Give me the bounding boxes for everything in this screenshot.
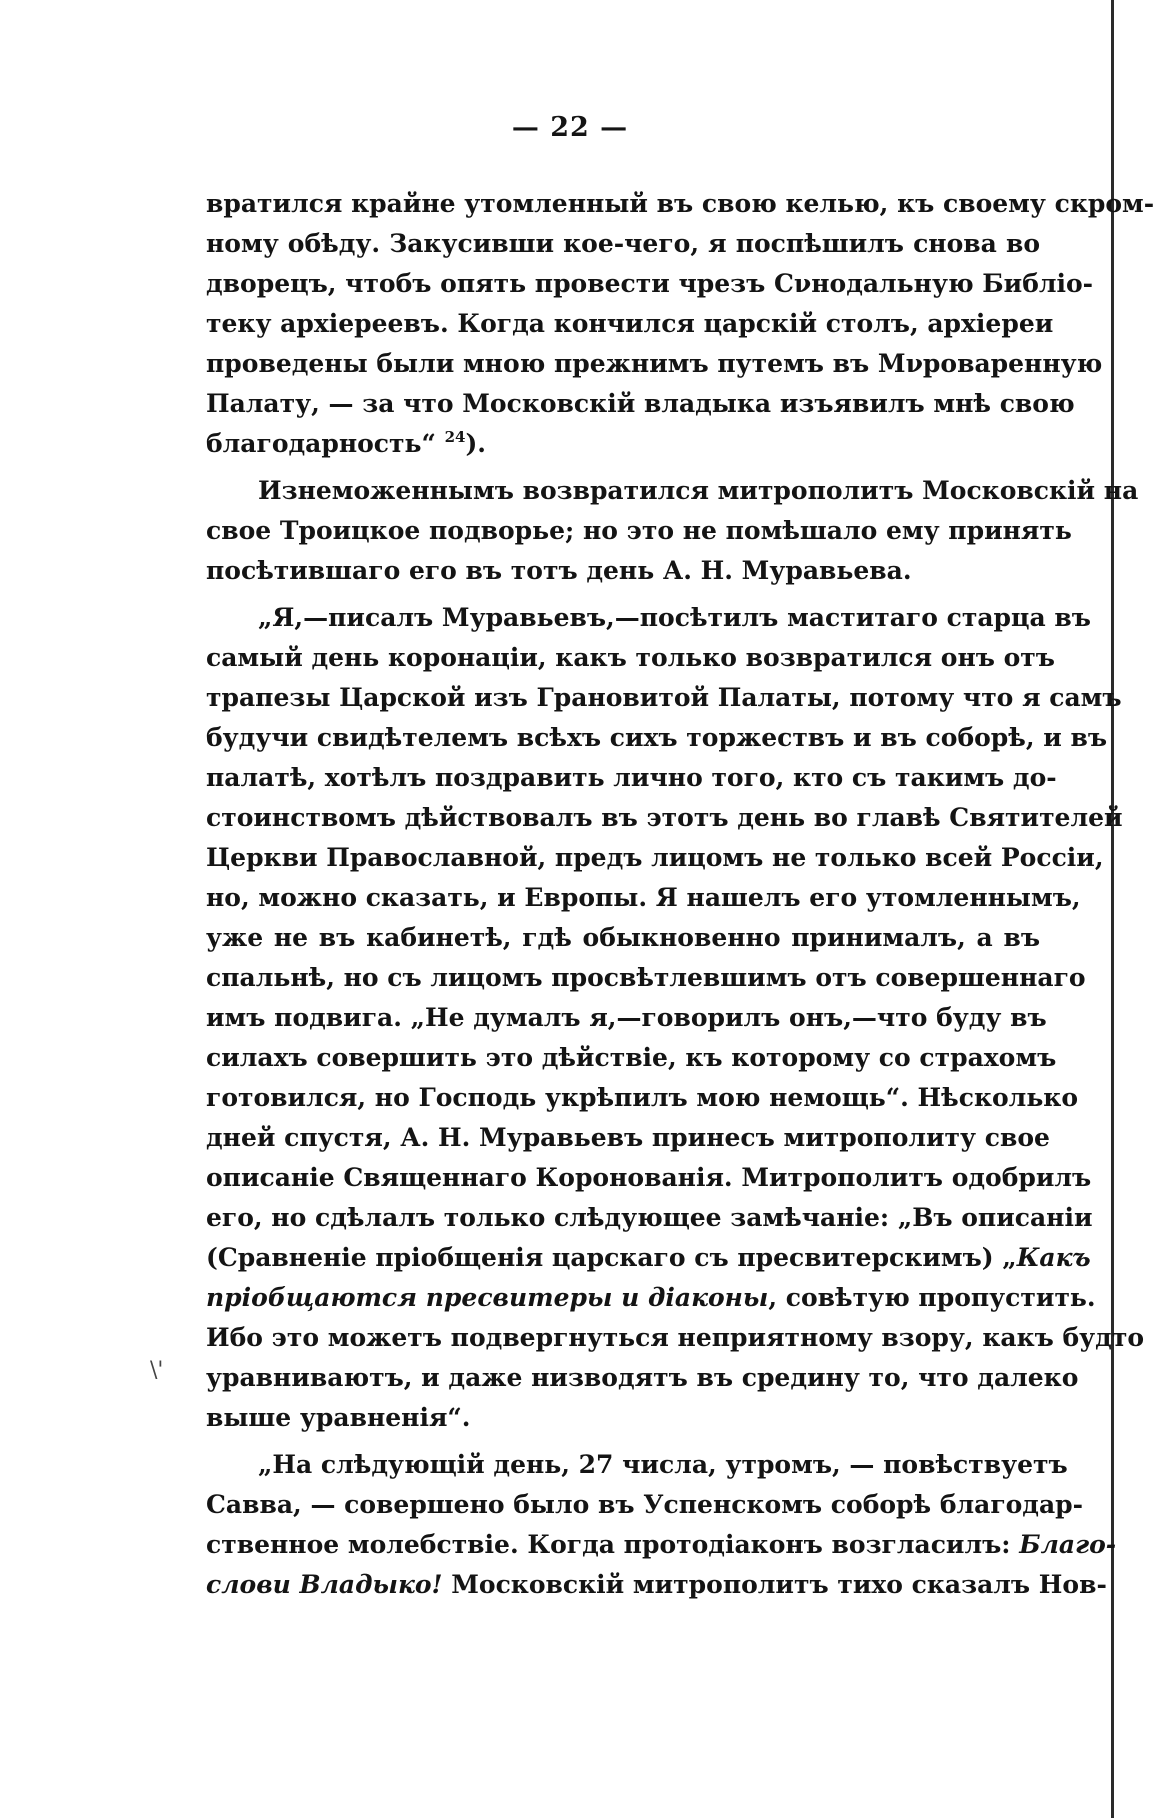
text-run: вратился крайне утомленный въ свою келью, къ своему скром-: [206, 189, 1154, 218]
footnote-reference: 24: [444, 428, 466, 446]
text-line: [206, 264, 1094, 304]
text-line: [206, 758, 1057, 798]
text-line: [206, 1158, 1092, 1198]
italic-run: слови Владыко!: [206, 1570, 443, 1599]
text-line: [206, 718, 1108, 758]
text-line: [206, 1238, 1091, 1278]
text-line: [206, 1398, 1040, 1438]
text-run: Ибо это можетъ подвергнуться неприятному взору, какъ будто: [206, 1323, 1145, 1352]
page-number: — 22 —: [511, 112, 629, 143]
text-line: [206, 344, 1103, 384]
text-run: трапезы Царской изъ Грановитой Палаты, потому что я самъ: [206, 683, 1122, 712]
paragraph-gap: [206, 1438, 1040, 1445]
text-line: [206, 1078, 1079, 1118]
text-run: имъ подвига. „Не думалъ я,—говорилъ онъ,—что буду въ: [206, 1003, 1047, 1032]
text-line: [206, 384, 1075, 424]
text-run: выше уравненія“.: [206, 1403, 471, 1432]
text-run: дворецъ, чтобъ опять провести чрезъ Сνнодальную Библіо-: [206, 269, 1094, 298]
text-run: палатѣ, хотѣлъ поздравить лично того, кто съ такимъ до-: [206, 763, 1057, 792]
text-run: уже не въ кабинетѣ, гдѣ обыкновенно принималъ, а въ: [206, 923, 1040, 952]
text-line: [206, 638, 1055, 678]
text-line: [206, 798, 1123, 838]
text-run: Изнеможеннымъ возвратился митрополитъ Московскій на: [258, 476, 1139, 505]
text-run: „На слѣдующій день, 27 числа, утромъ, — повѣствуетъ: [258, 1450, 1068, 1479]
text-run: ному обѣду. Закусивши кое-чего, я поспѣшилъ снова во: [206, 229, 1040, 258]
text-line: [206, 838, 1104, 878]
text-run: Московскій митрополитъ тихо сказалъ Нов-: [442, 1570, 1107, 1599]
text-line: [206, 1445, 1068, 1485]
text-run: уравниваютъ, и даже низводятъ въ средину то, что далеко: [206, 1363, 1079, 1392]
text-run: но, можно сказать, и Европы. Я нашелъ его утомленнымъ,: [206, 883, 1081, 912]
text-run: (Сравненіе пріобщенія царскаго съ пресвитерскимъ) „: [206, 1243, 1017, 1272]
text-line: [206, 998, 1047, 1038]
text-run: силахъ совершить это дѣйствіе, къ которому со страхомъ: [206, 1043, 1057, 1072]
text-run: стоинствомъ дѣйствовалъ въ этотъ день во главѣ Святителей: [206, 803, 1123, 832]
paragraph-gap: [206, 464, 1040, 471]
text-line: [206, 958, 1086, 998]
text-run: ственное молебствіе. Когда протодіаконъ возгласилъ:: [206, 1530, 1020, 1559]
text-run: посѣтившаго его въ тотъ день А. Н. Муравьева.: [206, 556, 912, 585]
text-run: будучи свидѣтелемъ всѣхъ сихъ торжествъ и въ соборѣ, и въ: [206, 723, 1108, 752]
text-line: [206, 678, 1122, 718]
italic-run: Благо-: [1019, 1530, 1117, 1559]
text-run: теку архіереевъ. Когда кончился царскій столъ, архіереи: [206, 309, 1054, 338]
text-line: [206, 1318, 1145, 1358]
text-run: самый день коронаціи, какъ только возвратился онъ отъ: [206, 643, 1055, 672]
text-run: „Я,—писалъ Муравьевъ,—посѣтилъ маститаго старца въ: [258, 603, 1091, 632]
text-run: Савва, — совершено было въ Успенскомъ соборѣ благодар-: [206, 1490, 1084, 1519]
text-run: готовился, но Господь укрѣпилъ мою немощь“. Нѣсколько: [206, 1083, 1079, 1112]
text-run: проведены были мною прежнимъ путемъ въ Мνроваренную: [206, 349, 1103, 378]
text-run: Церкви Православной, предъ лицомъ не только всей Россіи,: [206, 843, 1104, 872]
text-run: ).: [465, 429, 486, 458]
paragraph-gap: [206, 591, 1040, 598]
text-line: [206, 511, 1072, 551]
text-line: [206, 184, 1154, 224]
text-run: Палату, — за что Московскій владыка изъявилъ мнѣ свою: [206, 389, 1075, 418]
text-line: [206, 1525, 1117, 1565]
text-line: [206, 1565, 1107, 1605]
text-line: [206, 1278, 1096, 1318]
margin-mark: \': [150, 1358, 164, 1383]
text-run: спальнѣ, но съ лицомъ просвѣтлевшимъ отъ совершеннаго: [206, 963, 1086, 992]
text-line: [206, 1118, 1050, 1158]
text-line: [206, 1358, 1079, 1398]
text-line: [206, 878, 1081, 918]
text-run: описаніе Священнаго Коронованія. Митрополитъ одобрилъ: [206, 1163, 1092, 1192]
text-line: [206, 1198, 1093, 1238]
text-line: [206, 424, 1040, 464]
body-text: [206, 184, 1154, 1605]
italic-run: пріобщаются пресвитеры и діаконы: [206, 1283, 769, 1312]
text-run: свое Троицкое подворье; но это не помѣшало ему принять: [206, 516, 1072, 545]
text-line: [206, 1038, 1057, 1078]
text-run: благодарность“: [206, 429, 445, 458]
text-line: [206, 471, 1139, 511]
text-run: , совѣтую пропустить.: [768, 1283, 1096, 1312]
text-line: [206, 1485, 1084, 1525]
text-run: дней спустя, А. Н. Муравьевъ принесъ митрополиту свое: [206, 1123, 1050, 1152]
text-line: [206, 224, 1040, 264]
text-run: его, но сдѣлалъ только слѣдующее замѣчаніе: „Въ описаніи: [206, 1203, 1093, 1232]
italic-run: Какъ: [1016, 1243, 1091, 1272]
text-line: [206, 551, 1040, 591]
text-line: [206, 598, 1091, 638]
text-line: [206, 304, 1054, 344]
text-line: [206, 918, 1040, 958]
